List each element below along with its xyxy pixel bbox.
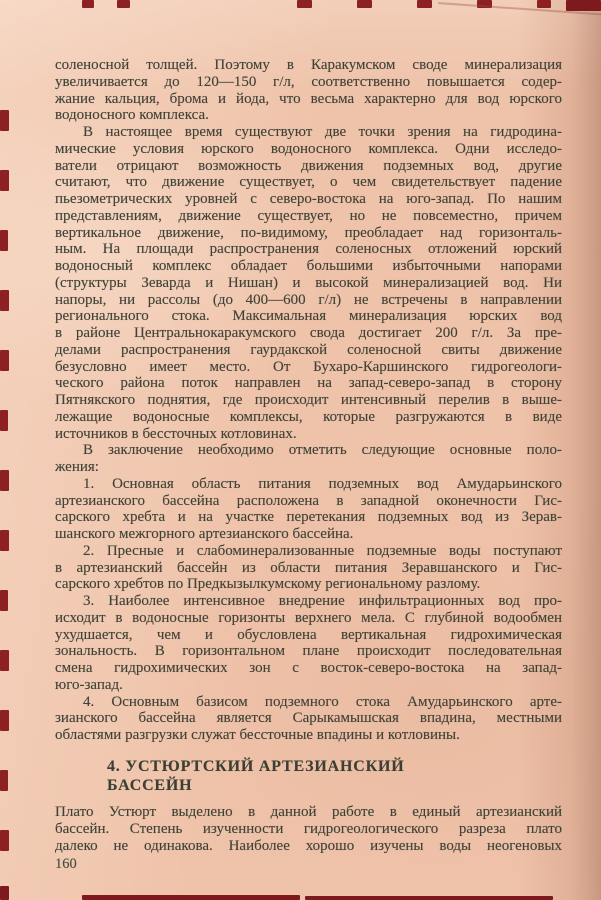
text-line: сарского хребта и на участке перетекания подземных вод из Зерав-: [55, 509, 562, 526]
text-line: зональность. В горизонтальном плане происходит последовательная: [55, 643, 562, 660]
edge-stain: [0, 350, 9, 371]
text-line: 1. Основная область питания подземных вод Амударьинского: [83, 475, 562, 492]
text-line: представлениям, движение существует, но не повсеместно, причем: [55, 207, 562, 224]
text-line: регионального стока. Максимальная минерализация юрских вод: [55, 308, 562, 325]
edge-stain: [0, 710, 9, 731]
edge-stain: [0, 110, 9, 131]
text-line: Пятнякского поднятия, где происходит интенсивный перелив в выше-: [55, 392, 562, 408]
edge-stain: [0, 830, 9, 851]
edge-stain: [0, 470, 9, 491]
text-line: В настоящее время существуют две точки зрения на гидродина-: [83, 124, 562, 140]
section-heading: [107, 757, 562, 796]
text-line: делами распространения гаурдакской соленосной свиты движение: [55, 341, 562, 358]
section-heading-line1: 4. УСТЮРТСКИЙ АРТЕЗИАНСКИЙ: [107, 757, 405, 775]
text-line: лежащие водоносные комплексы, которые разгружаются в виде: [55, 408, 562, 425]
text-line: вертикальное движение, по-видимому, преобладает над горизонталь-: [55, 224, 562, 241]
edge-stain: [82, 0, 94, 8]
text-line: исходит в водоносные горизонты верхнего мела. С глубиной водообмен: [55, 609, 562, 626]
text-line: увеличивается до 120—150 г/л, соответственно повышается содер-: [55, 73, 562, 90]
text-line: 3. Наиболее интенсивное внедрение инфильтрационных вод про-: [83, 593, 562, 609]
text-line: 4. Основным базисом подземного стока Амударьинского арте-: [83, 693, 562, 710]
text-line: напоры, ни рассолы (до 400—600 г/л) не встречены в направлении: [55, 291, 562, 308]
text-line: водоносного комплекса.: [55, 107, 209, 124]
text-line: зианского бассейна является Сарыкамышская впадина, местными: [55, 710, 562, 727]
section-heading-line2: БАССЕЙН: [107, 777, 193, 795]
edge-stain: [0, 290, 9, 311]
text-line: В заключение необходимо отметить следующие основные поло-: [83, 442, 562, 459]
text-line: бассейн. Степень изученности гидрогеологического разреза плато: [55, 820, 562, 837]
edge-stain: [0, 170, 9, 191]
text-line: считают, что движение существует, о чем свидетельствует падение: [55, 174, 562, 191]
text-line: источников в бессточных котловинах.: [55, 425, 297, 442]
text-line: безусловно имеет место. От Бухаро-Каршинского гидрогеологи-: [55, 358, 562, 375]
text-line: пьезометрических уровней с северо-востока на юго-запад. По нашим: [55, 191, 562, 207]
text-line: областями разгрузки служат бессточные впадины и котловины.: [55, 727, 460, 743]
edge-stain: [305, 896, 553, 900]
text-line: сарского хребтов по Предкызылкумскому региональному разлому.: [55, 576, 481, 593]
text-line: ческого района поток направлен на запад-северо-запад в сторону: [55, 375, 562, 392]
edge-stain: [357, 0, 372, 8]
edge-stain: [537, 0, 551, 8]
text-line: ухудшается, чем и обусловлена вертикальная гидрохимическая: [55, 626, 562, 643]
text-line: шанского межгорного артезианского бассейна.: [55, 526, 354, 542]
paragraph: [55, 804, 562, 856]
text-line: мические условия юрского водоносного комплекса. Одни исследо-: [55, 140, 562, 157]
text-line: жание кальция, брома и йода, что весьма характерно для вод юрского: [55, 90, 562, 107]
text-line: водоносный комплекс обладает большими избыточными напорами: [55, 258, 562, 274]
edge-stain: [117, 0, 130, 8]
edge-stain: [0, 886, 9, 900]
text-line: далеко не одинакова. Наиболее хорошо изучены воды неогеновых: [55, 838, 562, 855]
edge-stain: [0, 410, 8, 431]
text-line: Плато Устюрт выделено в данной работе в единый артезианский: [55, 803, 562, 820]
text-line: (структуры Зеварда и Нишан) и высокой минерализацией вод. Ни: [55, 274, 562, 291]
text-line: в районе Центральнокаракумского свода достигает 200 г/л. За пре-: [55, 325, 562, 341]
text-block: [55, 57, 562, 855]
text-line: ватели отрицают возможность движения подземных вод, другие: [55, 157, 562, 174]
edge-stain: [82, 895, 300, 900]
text-line: соленосной толщей. Поэтому в Каракумском своде минерализация: [55, 57, 562, 73]
edge-stain: [417, 0, 432, 8]
text-line: юго-запад.: [55, 676, 123, 693]
edge-stain: [297, 0, 312, 8]
edge-stain: [0, 230, 8, 251]
edge-stain: [0, 650, 9, 671]
edge-stain: [0, 590, 8, 611]
text-line: ным. На площади распространения соленосных отложений юрский: [55, 241, 562, 258]
edge-stain: [0, 770, 8, 791]
text-line: жения:: [55, 459, 99, 475]
edge-stain: [566, 0, 601, 11]
text-line: смена гидрохимических зон с восток-северо-востока на запад-: [55, 660, 562, 676]
text-line: в артезианский бассейн из области питания Зеравшанского и Гис-: [55, 559, 562, 576]
edge-stain: [0, 530, 9, 551]
text-line: артезианского бассейна расположена в западной оконечности Гис-: [55, 492, 562, 509]
page-number: 160: [55, 856, 77, 872]
text-line: 2. Пресные и слабоминерализованные подземные воды поступают: [83, 542, 562, 559]
